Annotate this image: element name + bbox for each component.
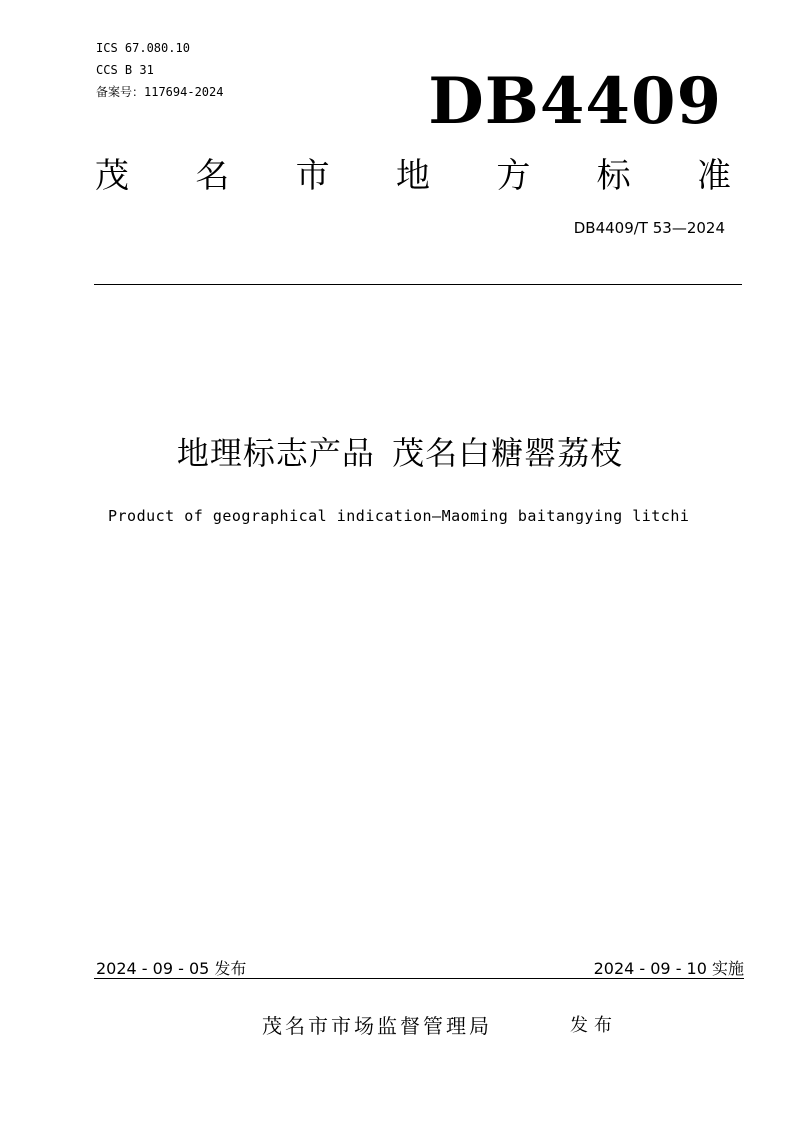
standard-level-char: 方: [496, 156, 531, 196]
standard-level-char: 名: [195, 156, 230, 196]
title-chinese: 地理标志产品 茂名白糖罂荔枝: [176, 434, 624, 472]
issue-date: 2024 - 09 - 05 发布: [96, 959, 247, 978]
ccs-code: CCS B 31: [96, 63, 154, 77]
standard-level-char: 市: [295, 156, 330, 196]
title-english: Product of geographical indication—Maoming baitangying litchi: [108, 507, 690, 525]
standard-level-char: 茂: [95, 156, 129, 196]
bottom-divider: [94, 978, 744, 979]
issuing-authority: 茂名市市场监督管理局: [262, 1014, 492, 1038]
issuer-action: 发布: [570, 1015, 618, 1036]
implementation-date: 2024 - 09 - 10 实施: [593, 959, 744, 978]
standard-level-char: 地: [395, 156, 430, 196]
standard-level-char: 准: [696, 156, 731, 196]
ics-code: ICS 67.080.10: [96, 41, 190, 55]
standard-number: DB4409/T 53—2024: [573, 219, 725, 237]
standard-code: DB4409: [428, 64, 722, 139]
standard-level: [95, 154, 731, 198]
standard-level-char: 标: [596, 156, 631, 196]
filing-number: 备案号：117694-2024: [96, 85, 224, 99]
top-divider: [94, 284, 742, 285]
